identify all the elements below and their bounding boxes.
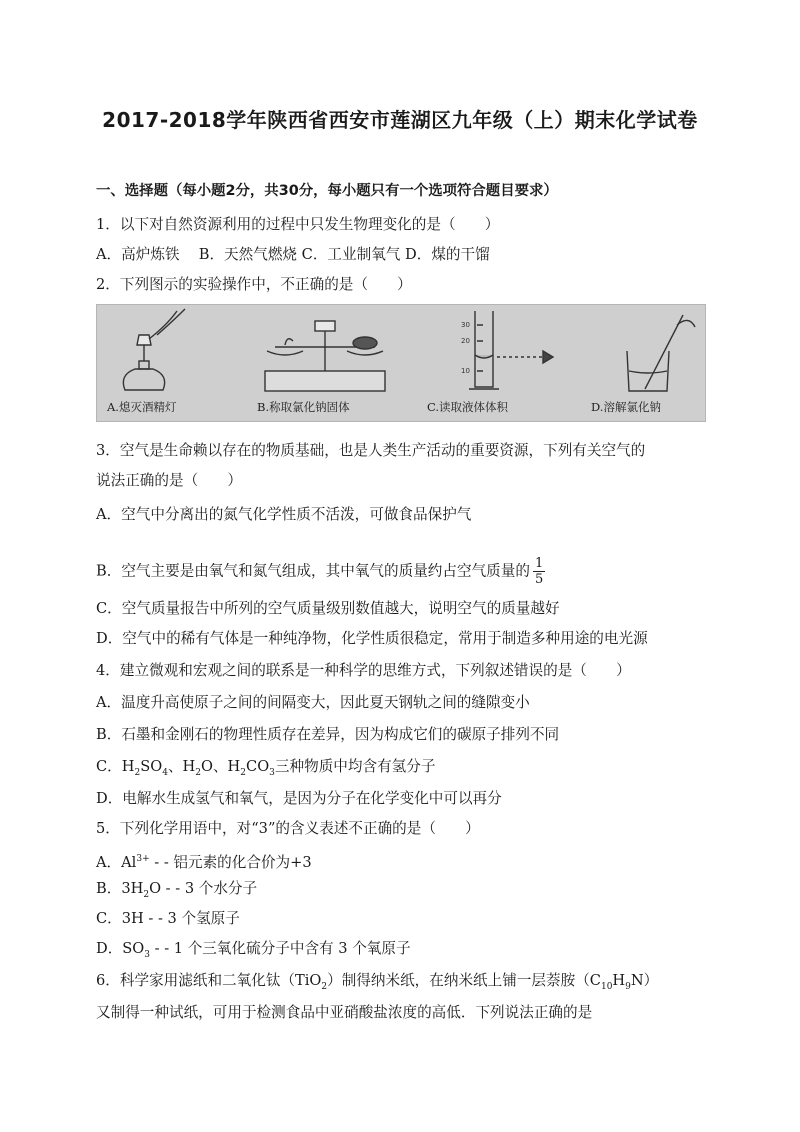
question-5-option-a: A．$Al^{3+}$ - - 铝元素的化合价为+3 [96, 853, 312, 871]
question-3-option-b [96, 556, 545, 587]
question-1-stem: 1．以下对自然资源利用的过程中只发生物理变化的是（ ） [96, 216, 500, 233]
graduated-cylinder-illustration [469, 311, 553, 389]
section-heading: 一、选择题（每小题2分，共30分，每小题只有一个选项符合题目要求） [96, 183, 558, 199]
figure-caption-b: B.称取氯化钠固体 [257, 400, 350, 414]
figure-caption-c: C.读取液体体积 [427, 400, 509, 414]
question-3-option-b-text: B．空气主要是由氧气和氮气组成，其中氧气的质量约占空气质量的 [96, 562, 530, 580]
fraction-denominator: 5 [534, 572, 544, 587]
question-3-stem-line1: 3．空气是生命赖以存在的物质基础，也是人类生产活动的重要资源，下列有关空气的 [96, 442, 646, 459]
question-4-option-c: C．$H_2SO_4$、$H_2O$、$H_2CO_3$三种物质中均含有氢分子 [96, 758, 436, 778]
question-1-options: A．高炉炼铁 B．天然气燃烧 C．工业制氧气 D．煤的干馏 [96, 246, 490, 263]
q6-text-c: N） [630, 972, 659, 989]
fraction-numerator: 1 [534, 556, 544, 571]
question-6-line1: 6．科学家用滤纸和二氧化钛（TiO$_2$）制得纳米纸，在纳米纸上铺一层萘胺$(C_{10}H_9N)$ [96, 972, 659, 992]
question-4-option-d: D．电解水生成氢气和氧气，是因为分子在化学变化中可以再分 [96, 790, 502, 807]
question-4-option-a: A．温度升高使原子之间的间隔变大，因此夏天钢轨之间的缝隙变小 [96, 694, 530, 711]
q6-text-a: 6．科学家用滤纸和二氧化钛（TiO [96, 972, 322, 989]
beaker-illustration [627, 315, 695, 391]
question-3-stem-line2: 说法正确的是（ ） [96, 472, 242, 489]
question-2-figure [96, 304, 706, 422]
alcohol-lamp-illustration [123, 309, 185, 390]
question-4-stem: 4．建立微观和宏观之间的联系是一种科学的思维方式，下列叙述错误的是（ ） [96, 662, 631, 679]
fraction-one-fifth [533, 556, 545, 587]
cylinder-mark-20: 20 [461, 337, 470, 345]
question-3-option-c: C．空气质量报告中所列的空气质量级别数值越大，说明空气的质量越好 [96, 600, 560, 617]
question-3-option-d: D．空气中的稀有气体是一种纯净物，化学性质很稳定，常用于制造多种用途的电光源 [96, 630, 648, 647]
option-a-text: - - 铝元素的化合价为+3 [149, 853, 312, 871]
option-b-text: - - 3 个水分子 [161, 880, 258, 897]
cylinder-mark-30: 30 [461, 321, 470, 329]
question-5-stem: 5．下列化学用语中，对“3”的含义表述不正确的是（ ） [96, 820, 480, 837]
question-6-line2: 又制得一种试纸，可用于检测食品中亚硝酸盐浓度的高低．下列说法正确的是 [96, 1004, 593, 1021]
question-4-option-b: B．石墨和金刚石的物理性质存在差异，因为构成它们的碳原子排列不同 [96, 726, 560, 743]
balance-illustration [265, 321, 385, 391]
question-2-stem: 2．下列图示的实验操作中，不正确的是（ ） [96, 276, 412, 293]
option-c-text: 三种物质中均含有氢分子 [274, 758, 436, 775]
question-5-option-b: B．$3H_2O$ - - 3 个水分子 [96, 880, 258, 900]
figure-caption-d: D.溶解氯化钠 [591, 400, 661, 414]
figure-caption-a: A.熄灭酒精灯 [107, 400, 177, 414]
question-5-option-d: D．$SO_3$ - - 1 个三氧化硫分子中含有 3 个氧原子 [96, 940, 411, 960]
option-c-prefix: C． [96, 758, 122, 775]
question-5-option-c: C．3H - - 3 个氢原子 [96, 910, 240, 927]
cylinder-mark-10: 10 [461, 367, 470, 375]
option-d-text: - - 1 个三氧化硫分子中含有 3 个氧原子 [150, 940, 411, 957]
q6-text-b: ）制得纳米纸，在纳米纸上铺一层萘胺（C [327, 972, 601, 989]
page-title: 2017-2018学年陕西省西安市莲湖区九年级（上）期末化学试卷 [102, 108, 698, 132]
question-3-option-a: A．空气中分离出的氮气化学性质不活泼，可做食品保护气 [96, 506, 472, 523]
